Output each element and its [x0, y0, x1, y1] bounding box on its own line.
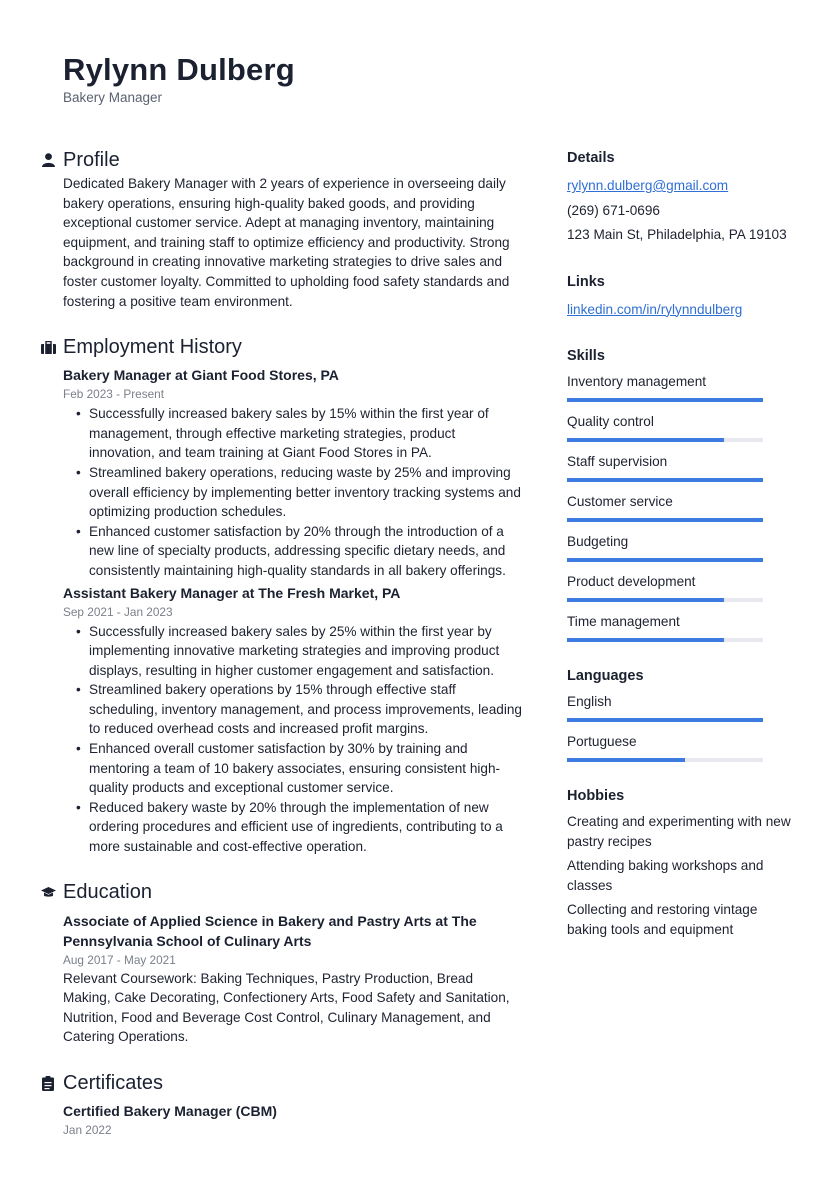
language-label: English — [567, 694, 612, 709]
hobby-item: Attending baking workshops and classes — [567, 858, 764, 893]
job-bullet: • Enhanced overall customer satisfaction by 30% by training and mentoring a team of 10 bakery associates, ensuring consistent high-quality products and exceptional customer service. — [89, 739, 522, 798]
email-link[interactable]: rylynn.dulberg@gmail.com — [567, 178, 729, 193]
employment-section — [40, 333, 522, 856]
skills-title: Skills — [567, 348, 605, 364]
job-entry — [63, 365, 522, 580]
skill-level-fill — [567, 558, 763, 562]
skill-label: Budgeting — [567, 534, 629, 549]
skill-label: Customer service — [567, 494, 673, 509]
employment-title: Employment History — [63, 335, 242, 358]
sidebar-column — [567, 146, 797, 962]
language-level-bar — [567, 718, 763, 722]
skill-item — [567, 492, 797, 522]
skill-level-bar — [567, 478, 763, 482]
job-title: Assistant Bakery Manager at The Fresh Market, PA — [63, 584, 401, 601]
certificate-date: Jan 2022 — [63, 1123, 112, 1137]
details-section — [567, 146, 797, 248]
graduation-cap-icon — [40, 885, 56, 901]
job-bullet: • Streamlined bakery operations by 15% through effective staff scheduling, inventory management, and process improvements, leading to reduced overhead costs and increased profit margins. — [89, 680, 522, 739]
skill-level-bar — [567, 558, 763, 562]
education-text: Relevant Coursework: Baking Techniques, Pastry Production, Bread Making, Cake Decorating, Confectionery Arts, Food Safety and Sanitation, Nutrition, Food and Beverage Cost Control, Culinary Management, and Catering Operations. — [63, 970, 510, 1045]
job-date: Feb 2023 - Present — [63, 387, 164, 402]
skill-label: Inventory management — [567, 374, 707, 389]
hobby-item: Creating and experimenting with new pastry recipes — [567, 814, 791, 849]
language-level-bar — [567, 758, 763, 762]
job-bullet: • Streamlined bakery operations, reducing waste by 25% and improving overall efficiency by implementing better inventory tracking systems and optimizing production schedules. — [89, 463, 522, 522]
skill-level-bar — [567, 598, 763, 602]
language-label: Portuguese — [567, 734, 637, 749]
skill-level-bar — [567, 518, 763, 522]
skill-label: Quality control — [567, 414, 654, 429]
skill-level-bar — [567, 438, 763, 442]
education-section — [40, 879, 522, 1047]
certificates-title: Certificates — [63, 1071, 164, 1094]
clipboard-icon — [40, 1075, 56, 1091]
phone-number: (269) 671-0696 — [567, 202, 660, 218]
job-bullet: • Enhanced customer satisfaction by 20% through the introduction of a new line of specialty products, addressing specific dietary needs, and consistently maintaining high-quality standards in all bakery offerings. — [89, 522, 522, 581]
languages-title: Languages — [567, 668, 644, 684]
skill-item — [567, 452, 797, 482]
candidate-role: Bakery Manager — [63, 90, 163, 105]
linkedin-link[interactable]: linkedin.com/in/rylynndulberg — [567, 301, 743, 317]
language-level-fill — [567, 718, 763, 722]
skill-level-bar — [567, 398, 763, 402]
profile-section — [40, 146, 522, 311]
certificates-section — [40, 1069, 522, 1139]
profile-text: Dedicated Bakery Manager with 2 years of experience in overseeing daily bakery operations, ensuring high-quality baked goods, and providing exceptional customer service. Adept at managing inventory, maintaining equipment, and training staff to optimize efficiency and productivity. Strong background in creating innovative marketing strategies to drive sales and foster customer loyalty. Committed to upholding food safety standards and fostering a positive team environment. — [63, 176, 510, 309]
skill-level-fill — [567, 638, 724, 642]
skill-level-fill — [567, 518, 763, 522]
skill-item — [567, 572, 797, 602]
person-icon — [40, 152, 56, 168]
education-title: Education — [63, 881, 152, 904]
links-section — [567, 270, 797, 323]
skill-level-fill — [567, 598, 724, 602]
language-item — [567, 732, 797, 762]
skill-level-fill — [567, 398, 763, 402]
details-title: Details — [567, 150, 615, 166]
job-date: Sep 2021 - Jan 2023 — [63, 604, 173, 619]
skill-item — [567, 612, 797, 642]
languages-section — [567, 664, 797, 762]
links-title: Links — [567, 273, 605, 290]
candidate-name: Rylynn Dulberg — [63, 52, 295, 87]
skill-level-fill — [567, 438, 724, 442]
hobbies-title: Hobbies — [567, 788, 625, 804]
profile-title: Profile — [63, 148, 120, 171]
address: 123 Main St, Philadelphia, PA 19103 — [567, 227, 787, 242]
job-bullet: • Successfully increased bakery sales by 15% within the first year of management, through effective marketing strategies, product innovation, and team training at Giant Food Stores in PA. — [89, 404, 522, 463]
skill-label: Product development — [567, 574, 696, 589]
skill-item — [567, 372, 797, 402]
skills-section — [567, 344, 797, 642]
skill-item — [567, 532, 797, 562]
language-item — [567, 692, 797, 722]
education-date: Aug 2017 - May 2021 — [63, 952, 176, 967]
skill-level-fill — [567, 478, 763, 482]
job-title: Bakery Manager at Giant Food Stores, PA — [63, 367, 339, 384]
job-bullet: • Reduced bakery waste by 20% through the implementation of new ordering procedures and efficient use of ingredients, contributing to a more sustainable and cost-effective operation. — [89, 798, 522, 857]
skill-item — [567, 412, 797, 442]
hobby-item: Collecting and restoring vintage baking tools and equipment — [567, 902, 758, 937]
skill-label: Time management — [567, 614, 680, 629]
job-bullet: • Successfully increased bakery sales by 25% within the first year by implementing innovative marketing strategies and improving product displays, resulting in higher customer engagement and satisfaction. — [89, 622, 522, 681]
skill-label: Staff supervision — [567, 454, 668, 469]
skill-level-bar — [567, 638, 763, 642]
briefcase-icon — [40, 339, 56, 355]
language-level-fill — [567, 758, 685, 762]
job-entry — [63, 583, 522, 857]
degree-title: Associate of Applied Science in Bakery and Pastry Arts at The Pennsylvania School of Culinary Arts — [63, 912, 477, 949]
hobbies-section — [567, 784, 797, 940]
main-column — [40, 146, 522, 1161]
certificate-name: Certified Bakery Manager (CBM) — [63, 1103, 277, 1119]
resume-header — [63, 50, 295, 105]
